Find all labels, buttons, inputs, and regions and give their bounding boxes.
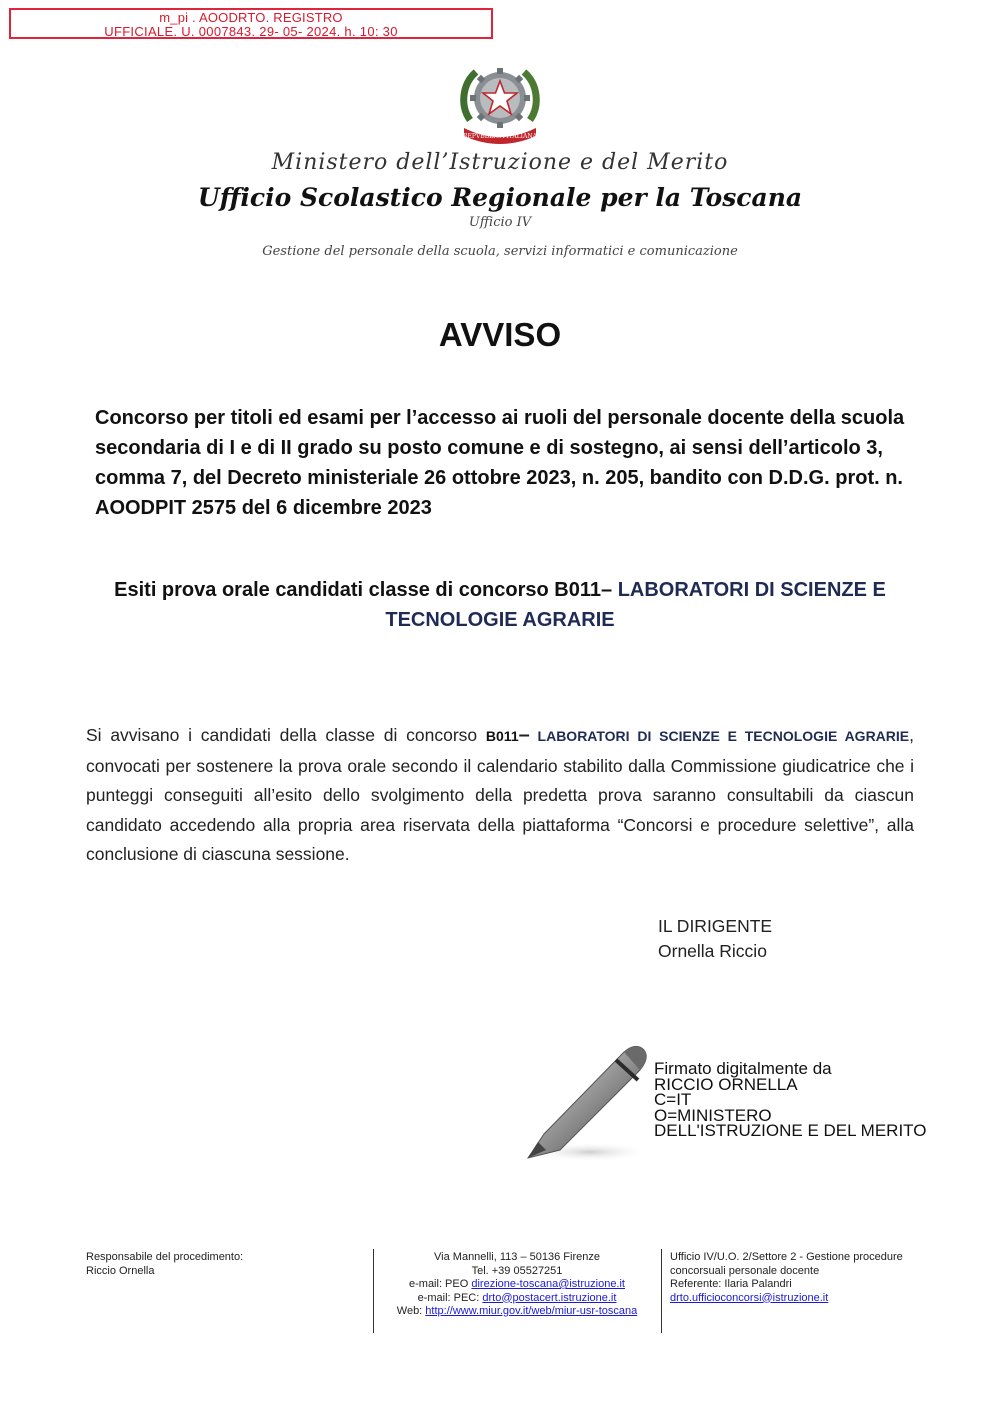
esiti-class-name-1: LABORATORI DI SCIENZE E bbox=[617, 579, 886, 601]
footer-responsible bbox=[86, 1251, 366, 1278]
footer-web-label: Web: bbox=[396, 1305, 426, 1317]
signature-line-1: Firmato digitalmente da bbox=[654, 1059, 832, 1078]
esiti-prefix: Esiti prova orale candidati classe di concorso B011– bbox=[114, 579, 618, 601]
esiti-heading bbox=[90, 575, 910, 635]
pen-icon bbox=[520, 1030, 660, 1170]
digital-signature bbox=[654, 1061, 926, 1139]
footer-responsible-label: Responsabile del procedimento: bbox=[86, 1251, 244, 1263]
signatory-role: IL DIRIGENTE bbox=[658, 916, 773, 936]
signature-line-4: O=MINISTERO bbox=[654, 1105, 772, 1125]
footer-office-line-1: Ufficio IV/U.O. 2/Settore 2 - Gestione procedure bbox=[670, 1251, 903, 1263]
body-class-name: LABORATORI DI SCIENZE E TECNOLOGIE AGRARIE bbox=[529, 728, 910, 744]
office-description: Gestione del personale della scuola, servizi informatici e comunicazione bbox=[262, 244, 738, 259]
footer-office-referent: Referente: Ilaria Palandri bbox=[670, 1278, 792, 1290]
protocol-stamp bbox=[9, 8, 493, 39]
footer-address: Via Mannelli, 113 – 50136 Firenze bbox=[434, 1251, 600, 1263]
footer-divider bbox=[661, 1249, 662, 1333]
stamp-line-2: UFFICIALE. U. 0007843. 29- 05- 2024. h. 10: 30 bbox=[104, 24, 398, 39]
footer-pec-link[interactable]: drto@postacert.istruzione.it bbox=[482, 1291, 617, 1304]
esiti-class-name-2: TECNOLOGIE AGRARIE bbox=[385, 609, 615, 631]
body-intro: Si avvisano i candidati della classe di concorso bbox=[86, 725, 486, 745]
ministry-name: Ministero dell’Istruzione e del Merito bbox=[271, 150, 729, 175]
footer-tel: Tel. +39 05527251 bbox=[471, 1264, 563, 1277]
stamp-line-1: m_pi . AOODRTO. REGISTRO bbox=[159, 10, 343, 25]
concorso-heading: Concorso per titoli ed esami per l’accesso ai ruoli del personale docente della scuola secondaria di I e di II grado su posto comune e di sostegno, ai sensi dell’articolo 3, comma 7, del Decreto ministeriale 26 ottobre 2023, n. 205, bandito con D.D.G. prot. n. AOODPIT 2575 del 6 dicembre 2023 bbox=[95, 407, 905, 519]
footer-web-link[interactable]: http://www.miur.gov.it/web/miur-usr-toscana bbox=[425, 1305, 638, 1317]
body-rest: , convocati per sostenere la prova orale secondo il calendario stabilito dalla Commissione giudicatrice che i punteggi conseguiti all’esito dello svolgimento della predetta prova saranno consultabili da ciascun candidato accedendo alla propria area riservata della piattaforma “Concorsi e procedure selettive”, alla conclusione di ciascuna sessione. bbox=[86, 725, 915, 864]
footer-office bbox=[670, 1251, 940, 1305]
footer-office-line-2: concorsuali personale docente bbox=[670, 1264, 820, 1277]
signatory-name: Ornella Riccio bbox=[658, 941, 767, 961]
office-number: Ufficio IV bbox=[468, 215, 532, 230]
signature-line-2: RICCIO ORNELLA bbox=[654, 1074, 798, 1094]
footer-responsible-name: Riccio Ornella bbox=[86, 1264, 155, 1277]
document-title: AVVISO bbox=[438, 316, 562, 353]
signature-line-3: C=IT bbox=[654, 1090, 692, 1109]
italian-republic-emblem bbox=[458, 58, 542, 144]
footer-pec-label: e-mail: PEC: bbox=[417, 1291, 483, 1304]
footer-peo-label: e-mail: PEO bbox=[409, 1278, 472, 1290]
footer-peo-link[interactable]: direzione-toscana@istruzione.it bbox=[471, 1278, 625, 1290]
footer-contacts bbox=[374, 1251, 660, 1319]
emblem-ribbon-text: REPVBBLICA ITALIANA bbox=[463, 133, 537, 140]
footer-office-email-link[interactable]: drto.ufficioconcorsi@istruzione.it bbox=[670, 1291, 829, 1304]
regional-office-name: Ufficio Scolastico Regionale per la Toscana bbox=[197, 183, 803, 212]
signatory-block bbox=[658, 914, 772, 964]
notice-body bbox=[86, 721, 914, 870]
signature-line-5: DELL'ISTRUZIONE E DEL MERITO bbox=[654, 1121, 927, 1140]
body-dash: – bbox=[518, 724, 530, 746]
body-class-code: B011 bbox=[485, 728, 519, 744]
